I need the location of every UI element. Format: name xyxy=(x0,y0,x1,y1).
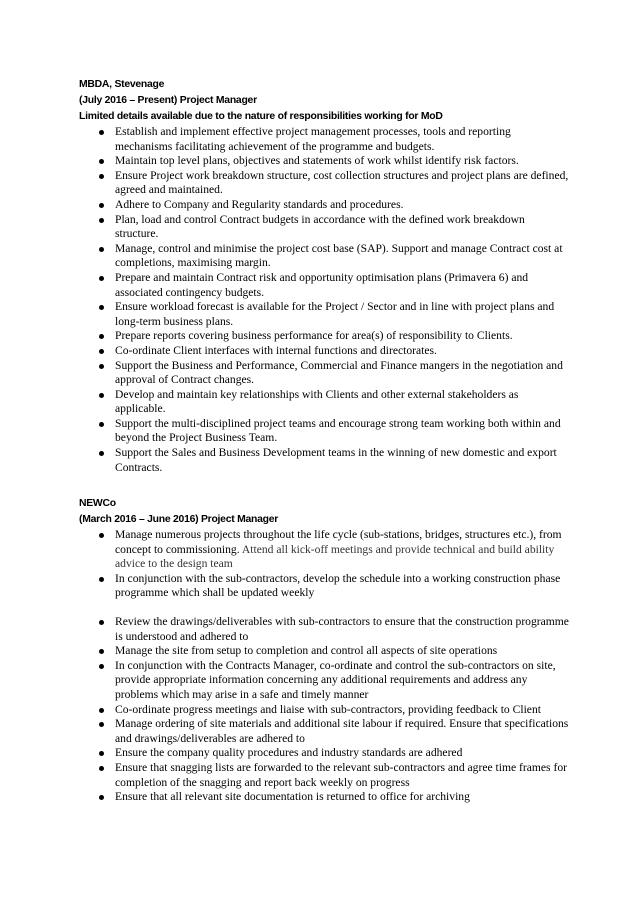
list-item: Manage the site from setup to completion and control all aspects of site operations xyxy=(79,644,569,659)
bullet-icon xyxy=(99,247,104,252)
list-item: Support the multi-disciplined project teams and encourage strong team working both within and beyond the Project Business Team. xyxy=(79,417,569,446)
bullet-icon xyxy=(99,203,104,208)
list-item: Establish and implement effective project management processes, tools and reporting mechanisms facilitating achievement of the programme and budgets. xyxy=(79,125,569,154)
list-item xyxy=(79,528,569,572)
bullet-icon xyxy=(99,722,104,727)
period-role: (March 2016 – June 2016) Project Manager xyxy=(79,514,279,525)
list-item: Co-ordinate Client interfaces with internal functions and directorates. xyxy=(79,344,569,359)
list-item-extra-text: Attend all kick-off meetings and provide technical and build ability advice to the design team xyxy=(115,542,555,571)
section-note: Limited details available due to the nature of responsibilities working for MoD xyxy=(79,111,443,122)
company-name: NEWCo xyxy=(79,498,116,509)
bullet-icon xyxy=(99,305,104,310)
experience-section-newco xyxy=(79,496,569,805)
list-item: Ensure the company quality procedures and industry standards are adhered xyxy=(79,746,569,761)
bullet-icon xyxy=(99,766,104,771)
list-item: In conjunction with the sub-contractors, develop the schedule into a working construction phase programme which shall be updated weekly xyxy=(79,572,569,601)
bullet-icon xyxy=(99,533,104,538)
list-item: Ensure that all relevant site documentation is returned to office for archiving xyxy=(79,790,569,805)
list-item: Manage ordering of site materials and additional site labour if required. Ensure that specifications and drawings/deliverables are adhered to xyxy=(79,717,569,746)
responsibilities-list xyxy=(79,125,569,475)
responsibilities-list xyxy=(79,528,569,805)
bullet-icon xyxy=(99,751,104,756)
bullet-icon xyxy=(99,795,104,800)
list-item: Ensure that snagging lists are forwarded to the relevant sub-contractors and agree time frames for completion of the snagging and report back weekly on progress xyxy=(79,761,569,790)
bullet-icon xyxy=(99,649,104,654)
bullet-icon xyxy=(99,451,104,456)
bullet-icon xyxy=(99,174,104,179)
list-item: Maintain top level plans, objectives and statements of work whilst identify risk factors. xyxy=(79,154,569,169)
list-item-main-text: Manage numerous projects throughout the life cycle (sub-stations, bridges, structures etc.), from concept to commissioning. xyxy=(115,528,562,556)
bullet-icon xyxy=(99,130,104,135)
list-item: In conjunction with the Contracts Manager, co-ordinate and control the sub-contractors on site, provide appropriate information concerning any additional requirements and address any problems which may arise in a safe and timely manner xyxy=(79,659,569,703)
bullet-icon xyxy=(99,422,104,427)
bullet-icon xyxy=(99,218,104,223)
list-item: Plan, load and control Contract budgets in accordance with the defined work breakdown structure. xyxy=(79,213,569,242)
bullet-icon xyxy=(99,159,104,164)
bullet-icon xyxy=(99,276,104,281)
period-role: (July 2016 – Present) Project Manager xyxy=(79,95,257,106)
list-item: Co-ordinate progress meetings and liaise with sub-contractors, providing feedback to Client xyxy=(79,703,569,718)
bullet-icon xyxy=(99,708,104,713)
list-item: Adhere to Company and Regularity standards and procedures. xyxy=(79,198,569,213)
list-item: Review the drawings/deliverables with sub-contractors to ensure that the construction programme is understood and adhered to xyxy=(79,615,569,644)
bullet-icon xyxy=(99,620,104,625)
list-item: Develop and maintain key relationships with Clients and other external stakeholders as applicable. xyxy=(79,388,569,417)
bullet-icon xyxy=(99,364,104,369)
list-item: Ensure workload forecast is available for the Project / Sector and in line with project plans and long-term business plans. xyxy=(79,300,569,329)
list-item: Support the Business and Performance, Commercial and Finance mangers in the negotiation and approval of Contract changes. xyxy=(79,359,569,388)
company-name: MBDA, Stevenage xyxy=(79,79,165,90)
bullet-icon xyxy=(99,577,104,582)
list-item: Prepare and maintain Contract risk and opportunity optimisation plans (Primavera 6) and associated contingency budgets. xyxy=(79,271,569,300)
bullet-icon xyxy=(99,393,104,398)
list-item: Manage, control and minimise the project cost base (SAP). Support and manage Contract cost at completions, maximising margin. xyxy=(79,242,569,271)
bullet-icon xyxy=(99,664,104,669)
list-item: Ensure Project work breakdown structure, cost collection structures and project plans are defined, agreed and maintained. xyxy=(79,169,569,198)
bullet-icon xyxy=(99,349,104,354)
list-item: Support the Sales and Business Development teams in the winning of new domestic and export Contracts. xyxy=(79,446,569,475)
experience-section-mbda xyxy=(79,77,569,475)
bullet-icon xyxy=(99,334,104,339)
list-item: Prepare reports covering business performance for area(s) of responsibility to Clients. xyxy=(79,329,569,344)
